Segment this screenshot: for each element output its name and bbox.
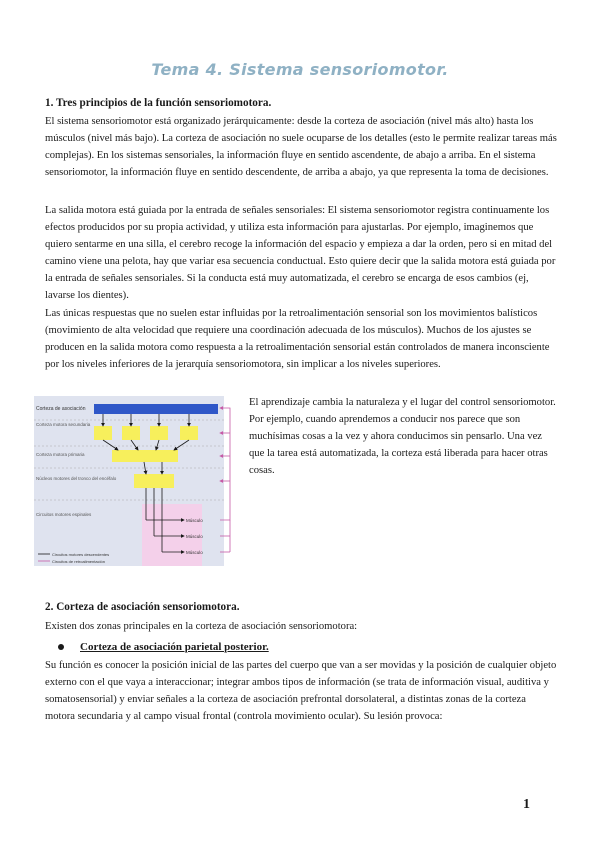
legend-descending: Circuitos motores descendentes	[52, 552, 110, 557]
bullet-dot-icon	[58, 644, 64, 650]
section1-paragraph-2: La salida motora está guiada por la entrada de señales sensoriales: El sistema sensoriomotor registra continuamente los efectos producidos por su propia actividad, y utiliza esta información para ajustarlas. Por ejemplo, imaginemos que quiero sentarme en una silla, el cerebro recoge la información del espacio y empieza a dar la orden, pero si en mitad del camino viene una pelota, hay que variar esa secuencia conductual. Esto quiere decir que la salida motora está guiada por la entrada de señales sensoriales. Si la conducta está muy automatizada, el cerebro se encarga de esos cambios (ej, lavarse los dientes).	[45, 205, 556, 301]
secondary-box-3	[150, 426, 168, 440]
section1-paragraph-3: Las únicas respuestas que no suelen estar influidas por la retroalimentación sensorial son los movimientos balísticos (movimiento de alta velocidad que requiere una coordinación adecuada de los músculos). Muchos de los ajustes se producen en la salida motora como respuesta a la retroalimentación sensorial están controlados de manera inconsciente por los niveles inferiores de la jerarquía sensoriomotora, sin implicar a los niveles superiores.	[45, 308, 550, 370]
assoc-bar	[94, 404, 218, 414]
secondary-box-2	[122, 426, 140, 440]
label-muscle-3: Músculo	[186, 550, 203, 555]
page-title: Tema 4. Sistema sensoriomotor.	[151, 60, 449, 79]
label-spinal: Circuitos motores espinales	[36, 512, 92, 517]
label-primary: Corteza motora primaria	[36, 452, 85, 457]
label-assoc: Corteza de asociación	[36, 406, 86, 412]
secondary-box-4	[180, 426, 198, 440]
label-muscle-2: Músculo	[186, 534, 203, 539]
sensorimotor-hierarchy-figure	[34, 396, 238, 566]
label-brainstem: Núcleos motores del tronco del encéfalo	[36, 476, 117, 481]
page-number: 1	[523, 797, 530, 812]
bullet-item	[58, 641, 269, 653]
primary-bar	[112, 450, 178, 462]
secondary-box-1	[94, 426, 112, 440]
section1-paragraph-1: El sistema sensoriomotor está organizado jerárquicamente: desde la corteza de asociación (nivel más alto) hasta los músculos (nivel más bajo). La corteza de asociación no suele ocuparse de los detalles (esto le permite realizar tareas más complejas). En los sistemas sensoriales, la información fluye en sentido ascendente, de abajo a arriba. En el sistema sensoriomotor, la información fluye en sentido descendente, de arriba a abajo, ya que representa la toma de decisiones.	[45, 116, 557, 178]
bullet-text: Corteza de asociación parietal posterior.	[80, 641, 269, 653]
brainstem-box	[134, 474, 174, 488]
section2-heading: 2. Corteza de asociación sensoriomotora.	[45, 601, 240, 613]
section2-intro: Existen dos zonas principales en la corteza de asociación sensoriomotora:	[45, 621, 358, 632]
label-muscle-1: Músculo	[186, 518, 203, 523]
label-secondary: Corteza motora secundaria	[36, 422, 91, 427]
section2-paragraph-1: Su función es conocer la posición inicial de las partes del cuerpo que van a ser movidas y la posición de cualquier objeto externo con el que vaya a interaccionar; integrar ambos tipos de información (se trata de información visual, auditiva y somatosensorial) y enviar señales a la corteza de asociación prefrontal dorsolateral, a distintas zonas de la corteza motora secundaria y al campo visual frontal (controla movimiento ocular). Su lesión provoca:	[45, 660, 557, 722]
legend-feedback: Circuitos de retroalimentación	[52, 559, 105, 564]
section1-heading: 1. Tres principios de la función sensoriomotora.	[45, 97, 272, 109]
section1-paragraph-4: El aprendizaje cambia la naturaleza y el lugar del control sensoriomotor. Por ejemplo, cuando aprendemos a conducir nos parece que son muchísimas cosas a la vez y ahora conducimos sin pensarlo. Una vez que la tarea está automatizada, la corteza está liberada para hacer otras cosas.	[249, 397, 556, 476]
